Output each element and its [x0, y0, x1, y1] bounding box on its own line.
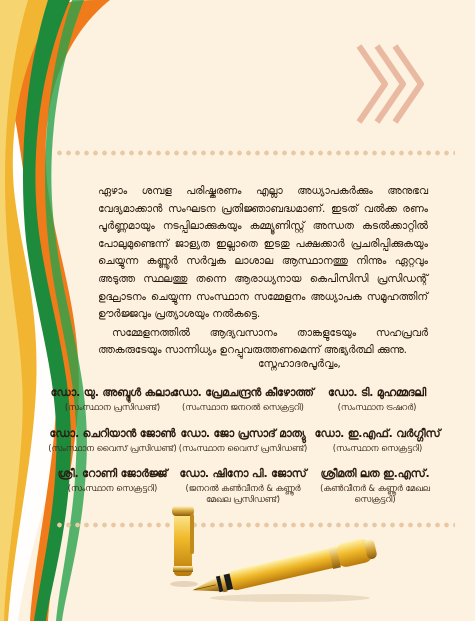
signatory-role: (സംസ്ഥാന സെക്രട്ടറി) [67, 483, 158, 493]
signatory-name: ഡോ. യു. അബ്ദുൾ കലാം [50, 386, 175, 399]
signatory [168, 386, 318, 413]
signatory-name: ഡോ. ടി. മുഹമ്മദലി [327, 386, 427, 399]
letter-body [98, 183, 428, 360]
signatory-role: (സംസ്ഥാന സെക്രട്ടറി) [332, 443, 423, 453]
signatory [45, 467, 180, 494]
signatory [318, 386, 436, 413]
signatory-role: (സംസ്ഥാന വൈസ് പ്രസിഡണ്ട്) [48, 443, 177, 453]
signatory [168, 427, 318, 454]
chevron-decoration-icon [355, 42, 427, 126]
signatory-name: ഡോ. ചെറിയാൻ ജോൺ [49, 427, 176, 440]
salutation: സ്നേഹാദരപൂർവ്വം, [258, 358, 341, 370]
signatory [45, 386, 180, 413]
signatory [45, 427, 180, 454]
signatory-role: (ജനറൽ കൺവീനർ & കണ്ണൂർ മേഖല പ്രസിഡണ്ട്) [185, 483, 301, 504]
letter-paragraph-2: സമ്മേളനത്തിൽ ആദ്യവസാനം താങ്കളുടേയും സഹപ്രവർ ത്തകരുടേയും സാന്നിധ്യം ഉറപ്പുവരുത്തണമെന്ന് അഭ്യർത്ഥി ക്കുന്നു. [98, 326, 428, 357]
signatory [310, 427, 445, 454]
signatory-name: ശ്രീ. റോണി ജോർജ്ജ് [57, 467, 168, 480]
signatory-name: ഡോ. ഇ.എഫ്. വർഗ്ഗീസ് [314, 427, 441, 440]
dotted-divider-top [55, 150, 455, 156]
signatory-role: (സംസ്ഥാന വൈസ് പ്രസിഡണ്ട്) [178, 443, 308, 453]
signatory-role: (സംസ്ഥാന ജനറൽ സെക്രട്ടറി) [182, 402, 304, 412]
signatory-name: ഡോ. പ്രേമചന്ദ്രൻ കീഴോത്ത് [172, 386, 314, 399]
signatory-name: ഡോ. ഷിനോ പി. ജോസ് [179, 467, 307, 480]
signatory-role: (കൺവീനർ & കണ്ണൂർ മേഖല സെക്രട്ടറി) [320, 483, 430, 504]
letter-paragraph-1: ഏഴാം ശമ്പള പരിഷ്കരണം എല്ലാ അധ്യാപകർക്കും അനുഭവ വേദ്യമാക്കാൻ സംഘടന പ്രതിജ്ഞാബദ്ധമാണ്. ഇടത് വൽക്ക രണം പൂർണ്ണമായും നടപ്പിലാക്കുകയും കമ്മ്യൂണിസ്റ്റ് അന്ധത കടൽക്കാറ്റിൽ പോലുമുണ്ടെന്ന് ജാള്യത ഇല്ലാതെ ഇടതു പക്ഷക്കാർ പ്രചരിപ്പിക്കുകയും ചെയ്യുന്ന കണ്ണൂർ സർവ്വക ലാശാല ആസ്ഥാനത്തു നിന്നും ഏറ്റവും അടുത്ത സ്ഥലത്തു തന്നെ ആരാധ്യനായ കെപിസിസി പ്രസിഡന്റ് ഉദ്ഘാടനം ചെയ്യുന്ന സംസ്ഥാന സമ്മേളനം അധ്യാപക സമൂഹത്തിന് ഊർജ്ജവും പ്രത്യാശയും നൽകട്ടെ. [98, 185, 428, 321]
signatory-role: (സംസ്ഥാന പ്രസിഡണ്ട്) [64, 402, 161, 412]
signatory-role: (സംസ്ഥാന ട്രഷറർ) [337, 402, 417, 412]
signatory-name: ശ്രീമതി ലത ഇ.എസ്. [320, 467, 430, 480]
signatory-name: ഡോ. ജോ പ്രസാദ് മാത്യു [180, 427, 306, 440]
fountain-pen-icon [160, 500, 400, 608]
